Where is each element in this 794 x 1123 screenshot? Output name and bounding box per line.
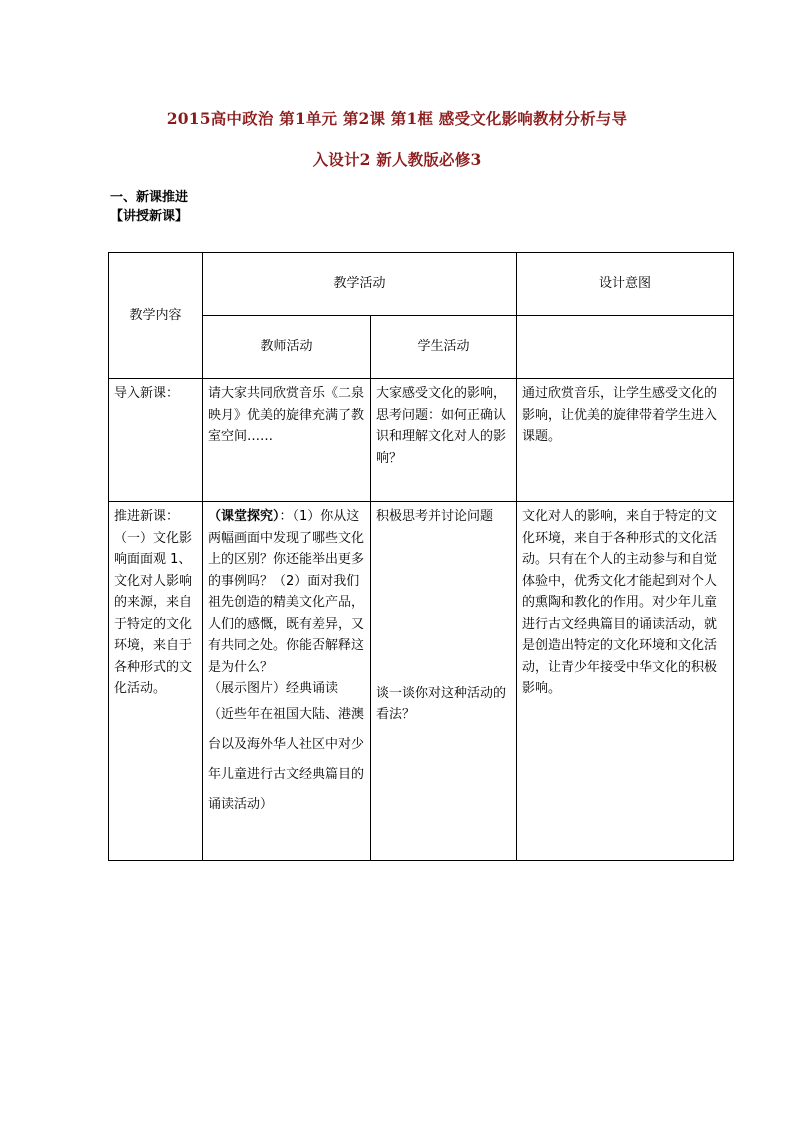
row2-teacher (203, 502, 371, 861)
section-heading: 一、新课推进 (110, 190, 189, 205)
row1-content: 导入新课： (109, 379, 203, 502)
header-intent-empty (517, 316, 734, 379)
document-title-line-1: 2015高中政治 第1单元 第2课 第1框 感受文化影响教材分析与导 (166, 109, 628, 128)
row1-teacher: 请大家共同欣赏音乐《二泉映月》优美的旋律充满了教室空间…… (203, 379, 371, 502)
header-teacher: 教师活动 (203, 316, 371, 379)
table-row (109, 379, 734, 502)
row1-student: 大家感受文化的影响，思考问题：如何正确认识和理解文化对人的影响？ (371, 379, 517, 502)
classroom-inquiry-label: （课堂探究） (208, 509, 280, 524)
row1-intent: 通过欣赏音乐，让学生感受文化的影响，让优美的旋律带着学生进入课题。 (517, 379, 734, 502)
header-student: 学生活动 (371, 316, 517, 379)
row2-teacher-questions: ：（1）你从这两幅画面中发现了哪些文化上的区别？你还能举出更多的事例吗？（2）面对我们祖先创造的精美文化产品，人们的感慨，既有差异，又有共同之处。你能否解释这是为什么？ (208, 509, 365, 675)
row2-student-2: 谈一谈你对这种活动的看法？ (376, 685, 507, 722)
table-row (109, 502, 734, 861)
subsection-heading: 【讲授新课】 (110, 209, 189, 224)
header-intent: 设计意图 (517, 253, 734, 316)
header-content: 教学内容 (109, 253, 203, 379)
row2-teacher-note: （近些年在祖国大陆、港澳台以及海外华人社区中对少年儿童进行古文经典篇目的诵读活动） (208, 706, 365, 812)
row2-intent: 文化对人的影响，来自于特定的文化环境，来自于各种形式的文化活动。只有在个人的主动参与和自觉体验中，优秀文化才能起到对个人的熏陶和教化的作用。对少年儿童进行古文经典篇目的诵读活动，就是创造出特定的文化环境和文化活动，让青少年接受中华文化的积极影响。 (517, 502, 734, 861)
document-title-line-2: 入设计2 新人教版必修3 (312, 150, 482, 169)
row2-student (371, 502, 517, 861)
row2-student-1: 积极思考并讨论问题 (376, 509, 494, 524)
row2-teacher-show: （展示图片）经典诵读 (208, 681, 339, 696)
lesson-plan-table (108, 252, 734, 861)
row2-content: 推进新课：（一）文化影响面面观 1、文化对人影响的来源，来自于特定的文化环境，来自于各种形式的文化活动。 (109, 502, 203, 861)
header-activity: 教学活动 (203, 253, 517, 316)
